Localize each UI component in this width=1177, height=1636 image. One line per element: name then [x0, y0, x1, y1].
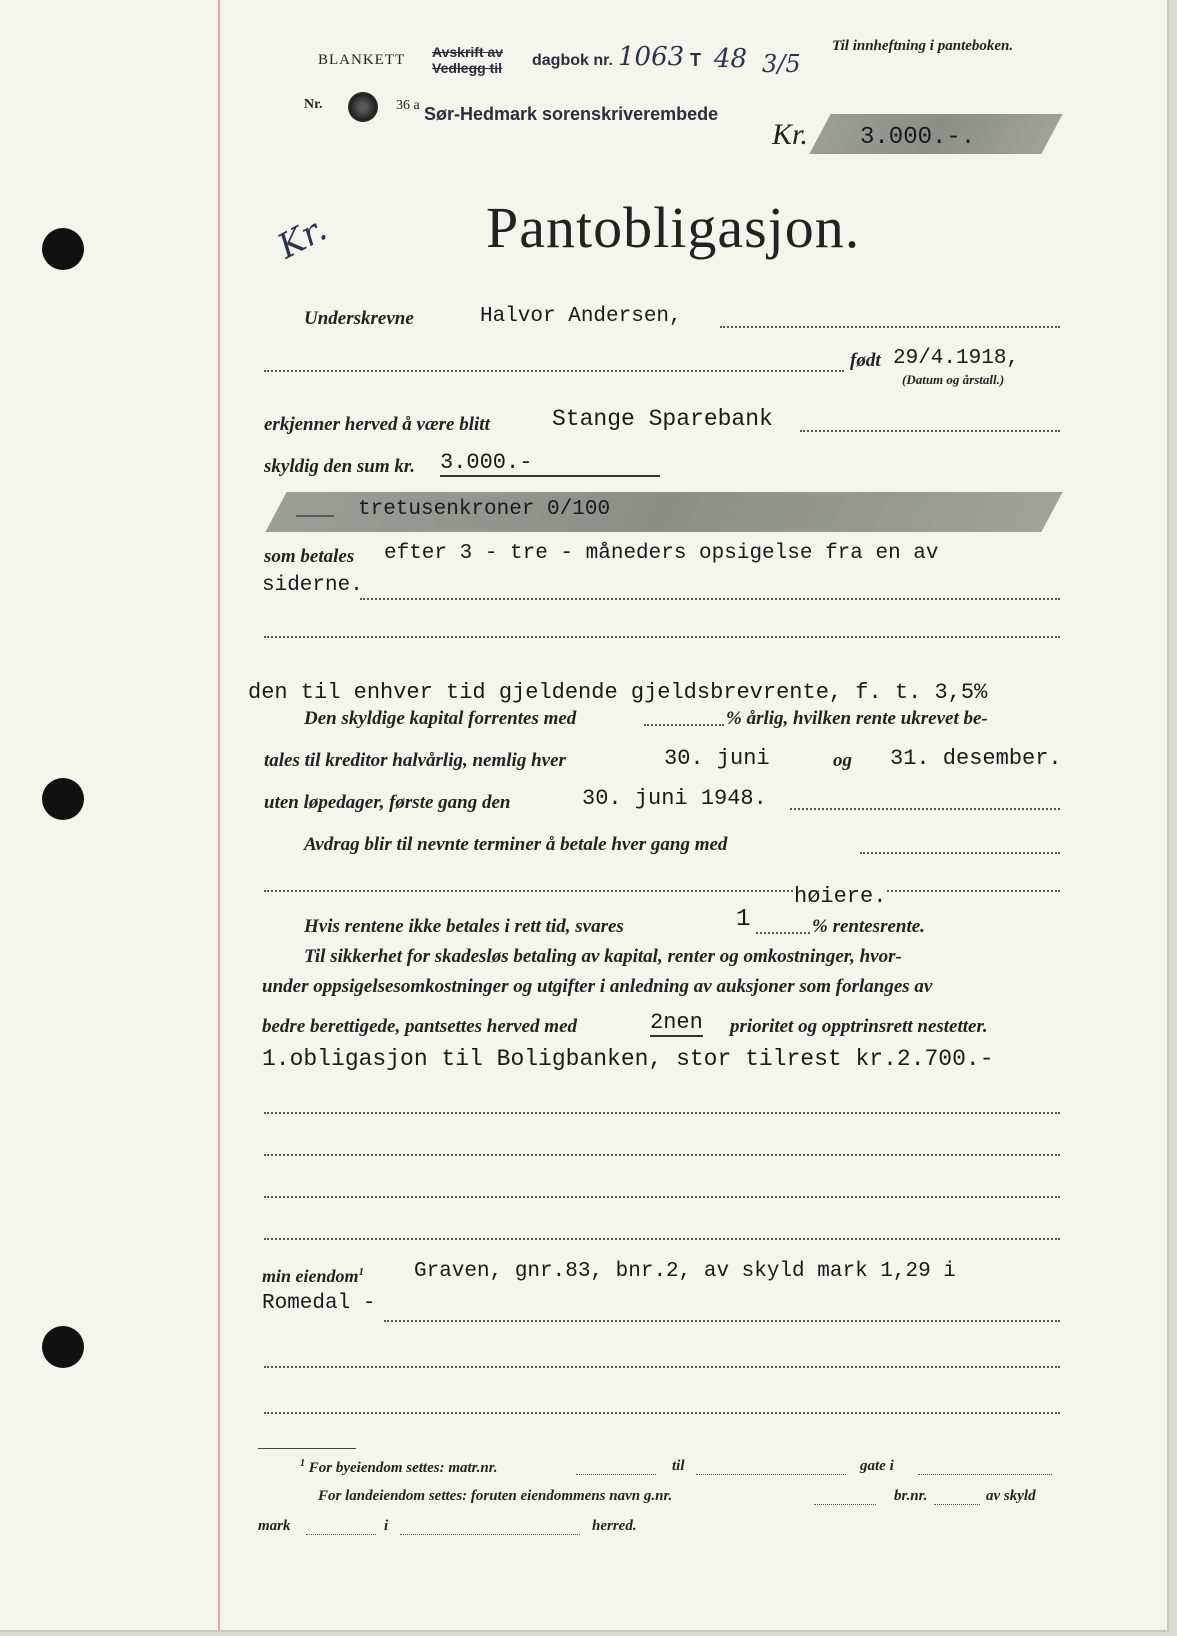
footnote-line-1a: [300, 1458, 498, 1477]
dotted-line: [800, 430, 1060, 432]
punch-hole: [42, 1326, 84, 1368]
dotted-line: [696, 1474, 846, 1475]
dotted-line: [576, 1474, 656, 1475]
dotted-line: [264, 1238, 1060, 1240]
avskrift-label: [432, 44, 503, 76]
dotted-line: [264, 1412, 1060, 1414]
sikker-line-2: under oppsigelsesomkostninger og utgifter i anledning av auksjoner som forlanges av: [262, 976, 933, 997]
seal-icon: [348, 92, 378, 122]
sum-value: 3.000.-: [440, 450, 660, 477]
year-stamp: T: [690, 50, 701, 70]
year-hand: 48: [714, 44, 748, 74]
eiendom-sup: 1: [358, 1266, 365, 1278]
dotted-line: [264, 1366, 1060, 1368]
creditor-name: Stange Sparebank: [552, 406, 773, 432]
sikker-line-1: Til sikkerhet for skadesløs betaling av kapital, renter og omkostninger, hvor-: [304, 946, 902, 967]
dotted-line: [756, 932, 810, 934]
avdrag-line: Avdrag blir til nevnte terminer å betale hver gang med: [304, 834, 728, 855]
term-1: 30. juni: [664, 746, 770, 771]
top-right-note: Til innheftning i panteboken.: [832, 38, 1014, 54]
dotted-line: [918, 1474, 1052, 1475]
footnote-line-2a: For landeiendom settes: foruten eiendommens navn g.nr.: [318, 1488, 673, 1504]
dotted-line: [264, 1196, 1060, 1198]
rente-line-2: % årlig, hvilken rente ukrevet be-: [726, 708, 988, 729]
nr-number: 36 a: [396, 98, 420, 113]
dotted-line: [644, 724, 724, 726]
sikker-line-3: bedre berettigede, pantsettes herved med: [262, 1016, 578, 1037]
dotted-line: [264, 1154, 1060, 1156]
words-dash: ___: [296, 498, 334, 521]
hvis-line-2: % rentesrente.: [812, 916, 925, 937]
datum-note: (Datum og årstall.): [902, 372, 1005, 387]
nr-label: Nr.: [304, 97, 323, 112]
skyldig-label: skyldig den sum kr.: [264, 456, 415, 477]
obligasjon-line: 1.obligasjon til Boligbanken, stor tilrest kr.2.700.-: [262, 1046, 994, 1072]
eiendom-value-2: Romedal -: [262, 1292, 376, 1315]
footnote-text: For byeiendom settes: matr.nr.: [308, 1460, 498, 1476]
dotted-line: [306, 1534, 376, 1535]
prioritet-value: 2nen: [650, 1010, 703, 1035]
footnote-rule: [258, 1448, 356, 1449]
som-value-2: siderne.: [262, 574, 363, 597]
margin-note: Kr.: [271, 208, 334, 268]
footnote-line-2b: br.nr.: [894, 1488, 928, 1504]
kr-label: Kr.: [772, 118, 808, 151]
footnote-line-1c: gate i: [860, 1458, 894, 1474]
office-stamp: Sør-Hedmark sorenskriverembede: [424, 104, 719, 124]
avskrift-line: Avskrift av: [432, 44, 504, 60]
tales-label: tales til kreditor halvårlig, nemlig hver: [264, 750, 566, 771]
rente-typed: den til enhver tid gjeldende gjeldsbrevrente, f. t. 3,5%: [248, 680, 988, 705]
undersk-value: Halvor Andersen,: [480, 305, 682, 328]
dotted-line: [264, 370, 844, 372]
sikker-line-3b: prioritet og opptrinsrett nestetter.: [730, 1016, 988, 1037]
rente-line: Den skyldige kapital forrentes med: [304, 708, 577, 729]
erkjenner-label: erkjenner herved å være blitt: [264, 414, 490, 435]
footnote-line-2c: av skyld: [986, 1488, 1036, 1504]
dagbok-label: dagbok nr.: [532, 52, 613, 69]
dotted-line: [790, 808, 1060, 810]
dagbok-number: 1063: [618, 42, 685, 72]
og-label: og: [833, 750, 852, 771]
hvis-value: 1: [736, 906, 751, 933]
dotted-line: [384, 1320, 1060, 1322]
page-title: Pantobligasjon.: [486, 195, 861, 260]
undersk-label: Underskrevne: [304, 308, 414, 329]
dotted-line: [400, 1534, 580, 1535]
kr-amount: 3.000.-.: [860, 124, 976, 151]
uten-label: uten løpedager, første gang den: [264, 792, 511, 813]
dotted-line: [264, 1112, 1060, 1114]
dotted-line: [860, 852, 1060, 854]
dotted-line: [814, 1504, 876, 1505]
dotted-line: [934, 1504, 980, 1505]
fodt-value: 29/4.1918,: [893, 347, 1020, 370]
eiendom-label: [262, 1266, 364, 1287]
hvis-line: Hvis rentene ikke betales i rett tid, svares: [304, 916, 624, 937]
footnote-line-3b: i: [384, 1518, 389, 1534]
blankett-label: BLANKETT: [318, 52, 406, 68]
date-hand: 3/5: [762, 50, 801, 78]
punch-hole: [42, 228, 84, 270]
dotted-line: [264, 636, 1060, 638]
som-label: som betales: [264, 546, 355, 567]
dotted-line: [264, 890, 1060, 892]
dotted-line: [720, 326, 1060, 328]
vedlegg-line: Vedlegg til: [432, 60, 503, 76]
footnote-line-3a: mark: [258, 1518, 291, 1534]
footnote-sup: 1: [300, 1458, 305, 1469]
fodt-label: født: [850, 350, 881, 371]
hoiere: høiere.: [794, 884, 887, 909]
margin-rule: [218, 0, 220, 1630]
footnote-line-1b: til: [672, 1458, 685, 1474]
footnote-line-3c: herred.: [592, 1518, 637, 1534]
som-value-1: efter 3 - tre - måneders opsigelse fra en av: [384, 542, 939, 565]
dotted-line: [360, 598, 1060, 600]
eiendom-label-text: min eiendom: [262, 1266, 359, 1286]
term-2: 31. desember.: [890, 746, 1062, 771]
sum-words: tretusenkroner 0/100: [358, 498, 611, 521]
eiendom-value: Graven, gnr.83, bnr.2, av skyld mark 1,29 i: [414, 1260, 956, 1283]
punch-hole: [42, 778, 84, 820]
first-date: 30. juni 1948.: [582, 786, 767, 811]
